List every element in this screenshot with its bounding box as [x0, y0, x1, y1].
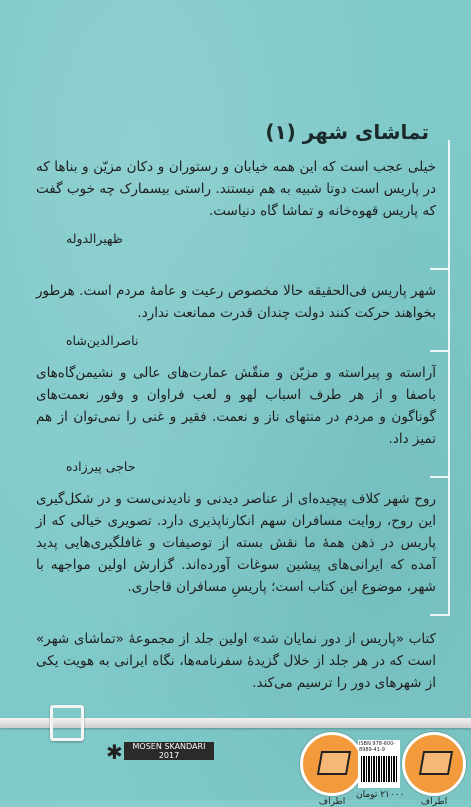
- isbn-text: ISBN 978-600-8989-41-9: [359, 741, 396, 753]
- barcode-bars: [361, 756, 397, 782]
- series-title: تماشای شهر (۱): [265, 120, 429, 144]
- publisher-name: اطراف: [318, 797, 346, 807]
- publisher-name: اطراف: [420, 797, 448, 807]
- series-paragraph: [36, 628, 436, 694]
- star-logo-icon: ✱: [106, 740, 123, 764]
- divider: [430, 614, 450, 616]
- excerpt-author: ناصرالدین‌شاه: [66, 333, 139, 348]
- excerpt-text: خیلی عجب است که این همه خیابان و رستوران و دکان مزیّن و بناها که در پاریس است دوتا شبیه به هم نیستند. راستی بیسمارک چه خوب گفت که پاریس قهوه‌خانه و تماشا گاه دنیاست.: [36, 159, 436, 219]
- excerpt-3: [36, 362, 436, 478]
- publisher-logo-badge: [300, 732, 364, 807]
- divider: [430, 268, 450, 270]
- excerpt-author: حاجی پیرزاده: [66, 459, 136, 474]
- excerpt-author: ظهیرالدوله: [66, 231, 123, 246]
- designer-credit: MOSEN SKANDARI 2017: [124, 742, 214, 760]
- main-paragraph: [36, 488, 436, 598]
- barcode: [358, 740, 400, 788]
- series-paragraph-text: کتاب «پاریس از دور نمایان شد» اولین جلد از مجموعهٔ «تماشای شهر» است که در هر جلد از خلال گزیدهٔ سفرنامه‌ها، نگاه ایرانی به هویت یکی از شهرهای دور را ترسیم می‌کند.: [36, 631, 436, 691]
- main-paragraph-text: روح شهر کلاف پیچیده‌ای از عناصر دیدنی و نادیدنی‌ست و در شکل‌گیری این روح، روایت مسافران سهم انکارناپذیری دارد. تصویری خیالی که از پاریس در ذهن همهٔ ما نقش بسته از توصیفات و غافلگیری‌هایی پدید آمده که ایرانی‌های پیشین سوغات آورده‌اند. گزارش اولین مواجهه با شهر، موضوع این کتاب است؛ پاریسِ مسافران قاجاری.: [36, 491, 436, 595]
- excerpt-1: [36, 156, 436, 250]
- excerpt-2: [36, 280, 436, 352]
- strap-buckle: [50, 705, 84, 741]
- price: ۲۱۰۰۰ تومان: [356, 790, 405, 800]
- divider: [430, 350, 450, 352]
- frame-logo-icon: [317, 751, 351, 775]
- excerpt-text: شهر پاریس فی‌الحقیقه حالا مخصوص رعیت و عامهٔ مردم است. هرطور بخواهند حرکت کنند دولت چندان قدرت ممانعت ندارد.: [36, 283, 436, 321]
- divider: [430, 476, 450, 478]
- excerpt-text: آراسته و پیراسته و مزیّن و منقّش عمارت‌های عالی و نشیمن‌گاه‌های باصفا و از هر طرف اسباب لهو و لعب فراوان و وفور نعمت‌های گوناگون و مردم در منتهای ناز و نعمت. فقیر و غنی را نمی‌توان از هم تمیز داد.: [36, 365, 436, 447]
- frame-logo-icon: [419, 751, 453, 775]
- publisher-logo-badge: [402, 732, 466, 807]
- frame-line: [448, 140, 450, 614]
